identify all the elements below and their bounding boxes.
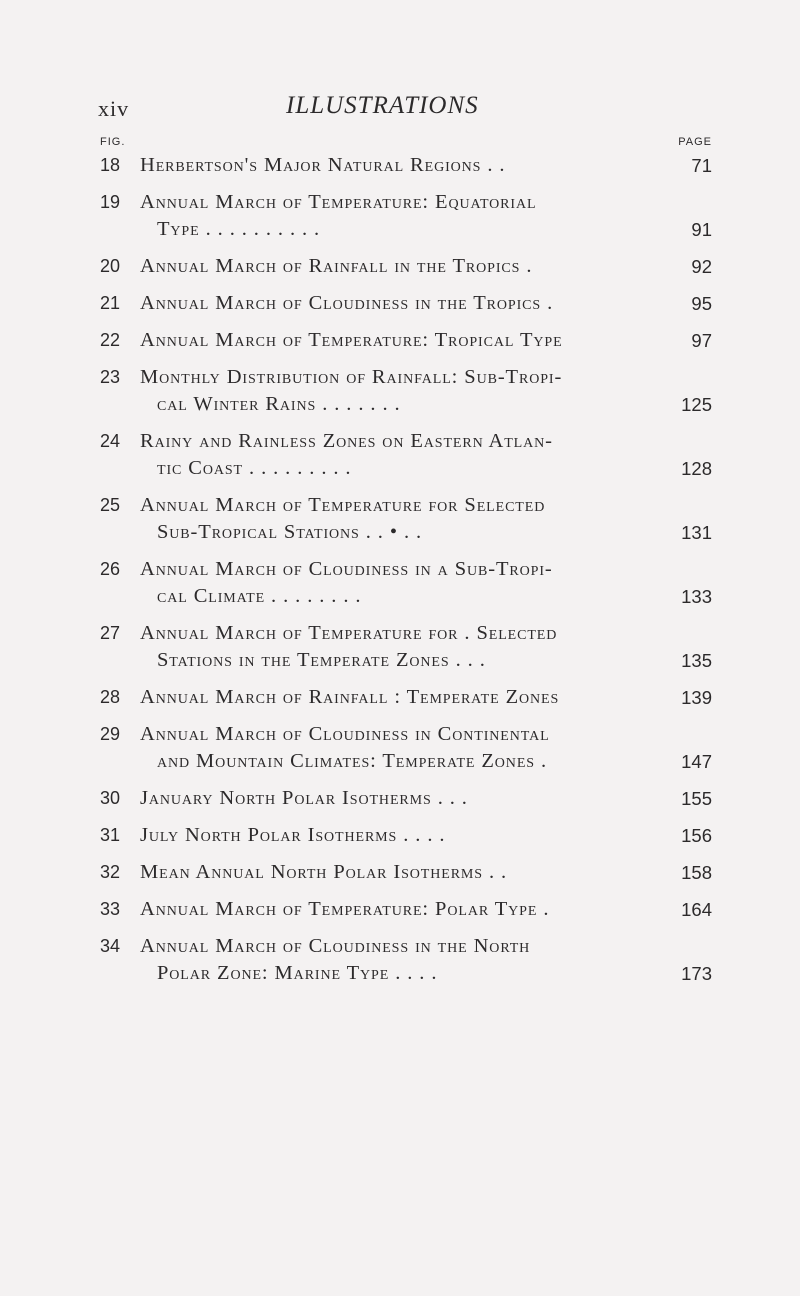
figure-title-line: January North Polar Isotherms . . .: [140, 787, 468, 809]
figure-title-line: July North Polar Isotherms . . . .: [140, 824, 446, 846]
figure-title-line: Annual March of Cloudiness in Continental: [140, 723, 550, 745]
figure-number: 30: [100, 788, 121, 808]
list-item: [100, 556, 712, 610]
page-reference: 158: [681, 862, 712, 883]
figure-title-line: Annual March of Cloudiness in the Tropics .: [140, 292, 554, 314]
running-head: [70, 92, 710, 126]
figure-title-line: Polar Zone: Marine Type . . . .: [157, 962, 438, 984]
page-reference: 71: [691, 155, 712, 176]
figure-title-line: Annual March of Cloudiness in a Sub-Tropi-: [140, 558, 553, 580]
page-reference: 135: [681, 650, 712, 671]
figure-number: 21: [100, 293, 121, 313]
figure-title-line: Monthly Distribution of Rainfall: Sub-Tropi-: [140, 366, 563, 388]
page-reference: 91: [691, 219, 712, 240]
figure-number: 19: [100, 192, 121, 212]
list-item: [100, 364, 712, 418]
page-reference: 131: [681, 522, 712, 543]
figure-number: 25: [100, 495, 121, 515]
figure-title-line: and Mountain Climates: Temperate Zones .: [157, 750, 548, 772]
column-headers: [100, 136, 712, 152]
figure-number: 20: [100, 256, 121, 276]
list-item: [100, 933, 712, 987]
page-reference: 125: [681, 394, 712, 415]
illustrations-list: [100, 152, 712, 997]
page-column-header: PAGE: [678, 136, 712, 148]
list-item: [100, 327, 712, 354]
figure-number: 33: [100, 899, 121, 919]
figure-number: 22: [100, 330, 121, 350]
fig-column-header: FIG.: [100, 136, 126, 148]
list-item: [100, 822, 712, 849]
page-reference: 139: [681, 687, 712, 708]
list-item: [100, 290, 712, 317]
list-item: [100, 492, 712, 546]
figure-title-line: Type . . . . . . . . . .: [157, 218, 321, 240]
list-item: [100, 189, 712, 243]
page-reference: 97: [691, 330, 712, 351]
page-reference: 147: [681, 751, 712, 772]
list-item: [100, 620, 712, 674]
figure-title-line: Annual March of Temperature: Tropical Type: [140, 329, 563, 351]
page-reference: 173: [681, 963, 712, 984]
figure-title-line: Annual March of Rainfall : Temperate Zones: [140, 686, 560, 708]
page-reference: 156: [681, 825, 712, 846]
list-item: [100, 721, 712, 775]
list-item: [100, 428, 712, 482]
figure-title-line: Annual March of Temperature: Polar Type .: [140, 898, 550, 920]
list-item: [100, 785, 712, 812]
list-item: [100, 152, 712, 179]
page-number: xiv: [98, 96, 130, 121]
figure-title-line: Sub-Tropical Stations . . • . .: [157, 521, 423, 543]
figure-title-line: Rainy and Rainless Zones on Eastern Atlan-: [140, 430, 553, 452]
list-item: [100, 896, 712, 923]
page-reference: 164: [681, 899, 712, 920]
figure-title-line: Annual March of Temperature for Selected: [140, 494, 546, 516]
page-reference: 128: [681, 458, 712, 479]
figure-number: 28: [100, 687, 121, 707]
page-reference: 95: [691, 293, 712, 314]
figure-number: 29: [100, 724, 121, 744]
figure-number: 27: [100, 623, 121, 643]
figure-title-line: Mean Annual North Polar Isotherms . .: [140, 861, 508, 883]
figure-number: 31: [100, 825, 121, 845]
figure-number: 32: [100, 862, 121, 882]
figure-number: 23: [100, 367, 121, 387]
figure-title-line: tic Coast . . . . . . . . .: [157, 457, 352, 479]
figure-title-line: Annual March of Rainfall in the Tropics .: [140, 255, 533, 277]
figure-title-line: Annual March of Temperature: Equatorial: [140, 191, 537, 213]
figure-title-line: Annual March of Temperature for . Selected: [140, 622, 558, 644]
figure-title-line: cal Climate . . . . . . . .: [157, 585, 362, 607]
list-item: [100, 859, 712, 886]
figure-number: 26: [100, 559, 121, 579]
figure-number: 18: [100, 155, 121, 175]
list-item: [100, 253, 712, 280]
figure-number: 24: [100, 431, 121, 451]
page-reference: 92: [691, 256, 712, 277]
figure-title-line: Stations in the Temperate Zones . . .: [157, 649, 486, 671]
page-reference: 155: [681, 788, 712, 809]
figure-title-line: cal Winter Rains . . . . . . .: [157, 393, 401, 415]
figure-title-line: Annual March of Cloudiness in the North: [140, 935, 531, 957]
page-reference: 133: [681, 586, 712, 607]
running-title: ILLUSTRATIONS: [286, 92, 479, 119]
figure-number: 34: [100, 936, 121, 956]
list-item: [100, 684, 712, 711]
figure-title-line: Herbertson's Major Natural Regions . .: [140, 154, 506, 176]
